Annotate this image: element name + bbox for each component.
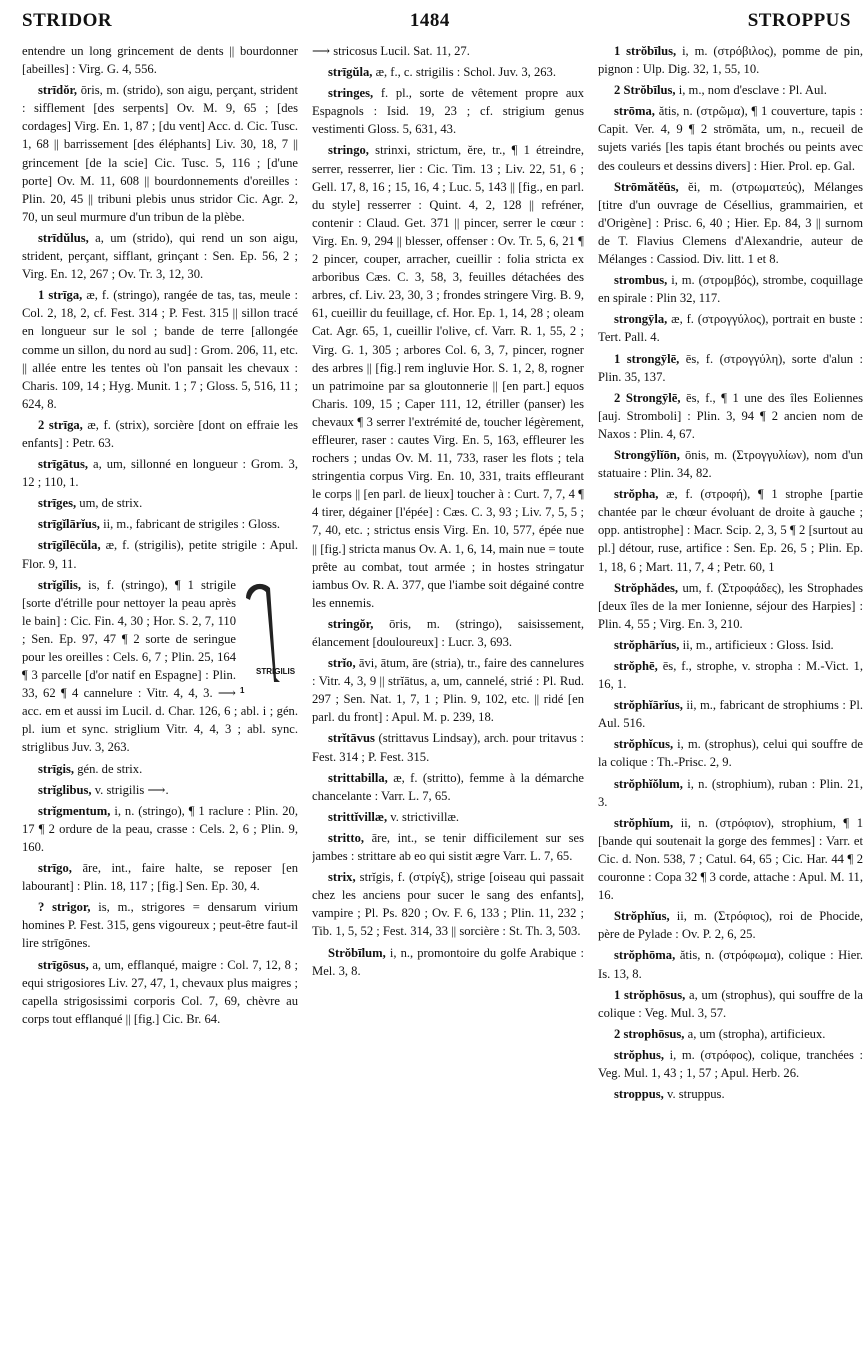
running-head-left: STRIDOR <box>22 10 113 31</box>
definition-text: a, um (stropha), artificieux. <box>687 1026 826 1041</box>
definition-text: i, n., promontoire du golfe Arabique : Mel. 3, 8. <box>312 945 584 978</box>
definition-text: ii, m., artificieux : Gloss. Isid. <box>682 637 834 652</box>
definition-text: æ, f. (stringo), rangée de tas, tas, meule : Col. 2, 18, 2, cf. Fest. 314 ; P. Fest. 315 || sillon tracé en longueur sur le sol ; bande de terre [allongée comme un sillon, du nord au sud] : Grom. 206, 11, etc. || allée entre les tentes où l'on pansait les chevaux : Charis. 109, 14 ; Hyg. Munit. 1 ; 7 ; Gloss. 5, 516, 11 ; 624, 8. <box>22 288 298 411</box>
definition-text: ēs, f., strophe, v. stropha : M.-Vict. 1, 16, 1. <box>598 659 863 692</box>
dictionary-entry <box>598 579 863 633</box>
strigilis-illustration <box>240 578 298 698</box>
definition-text: i, m., nom d'esclave : Pl. Aul. <box>678 83 827 98</box>
dictionary-entry <box>312 808 584 826</box>
dictionary-entry <box>598 735 863 771</box>
dictionary-entry <box>22 494 298 512</box>
dictionary-entry <box>598 446 863 482</box>
headword: 2 Strŏbīlus, <box>614 83 676 98</box>
headword: strĭgĭlis, <box>38 577 82 592</box>
dictionary-entry <box>22 781 298 799</box>
definition-text: ēs, f., ¶ 1 une des îles Eoliennes [auj. Stromboli] : Plin. 3, 94 ¶ 2 ancien nom de Naxos : Plin. 4, 67. <box>598 390 863 441</box>
definition-text: ōris, m. (strido), son aigu, perçant, strident : sifflement [des serpents] Ov. M. 9, 65 ; [des cordages] Virg. En. 1, 87 ; [du vent] Acc. d. Cic. Tusc. 1, 68 || barrissement [des éléphants] Liv. 30, 18, 7 || grincement [de la scie] Cic. Tusc. 5, 116 ; [d'une porte] Ov. M. 11, 608 || bourdonnements d'oreilles : Plin. 20, 45 || tribuni plebis unus stridor Cic. Agr. 2, 70, un seul murmure d'un tribun de la plèbe. <box>22 83 298 224</box>
figure-caption: STRIGILIS 1 <box>240 667 296 695</box>
definition-text: æ, f. (stritto), femme à la démarche chancelante : Varr. L. 7, 65. <box>312 770 584 803</box>
headword: strittabilla, <box>328 770 388 785</box>
headword: strittĭvillæ, <box>328 809 388 824</box>
dictionary-entry <box>598 389 863 443</box>
headword: stroppus, <box>614 1087 664 1102</box>
definition-text: a, um (strophus), qui souffre de la colique : Veg. Mul. 3, 57. <box>598 987 863 1020</box>
dictionary-entry <box>598 907 863 943</box>
headword: Strōmătĕūs, <box>614 179 679 194</box>
headword: 2 strīga, <box>38 417 83 432</box>
headword: stringo, <box>328 143 369 158</box>
definition-text: āvi, ātum, āre (stria), tr., faire des cannelures : Vitr. 4, 3, 9 || strĭātus, a, um, cannelé, strié : Pl. Rud. 297 ; Sen. Nat. 1, 7, 1 ; Plin. 9, 102, etc. || ridé [en parl. du front] : Apul. M. p. 239, 18. <box>312 656 584 725</box>
headword: strŏphĭum, <box>614 815 674 830</box>
dictionary-entry <box>22 42 298 78</box>
headword: strŏphārĭus, <box>614 637 680 652</box>
headword: stritto, <box>328 830 365 845</box>
definition-text: ii, n. (στρόφιον), strophium, ¶ 1 [bande qui soutenait la gorge des femmes] : Varr. et Cic. d. Non. 538, 7 ; Catul. 64, 65 ; Cic. Har. 44 ¶ 2 couronne : Copa 32 ¶ 3 corde, attache : Apul. M. 11, 16. <box>598 815 863 903</box>
dictionary-entry <box>598 657 863 693</box>
dictionary-entry <box>22 898 298 952</box>
dictionary-entry <box>312 63 584 81</box>
headword: strŏphĭŏlum, <box>614 776 683 791</box>
definition-text: æ, f. (strix), sorcière [dont on effraie les enfants] : Petr. 63. <box>22 417 298 450</box>
headword: strŏphĭārĭus, <box>614 698 683 713</box>
headword: stringes, <box>328 86 374 101</box>
definition-text: ii, m., fabricant de strigiles : Gloss. <box>103 517 281 532</box>
headword: 1 strongȳlē, <box>614 351 680 366</box>
headword: strŏphē, <box>614 659 658 673</box>
definition-text: ōris, m. (stringo), saisissement, élancement [douloureux] : Lucr. 3, 693. <box>312 616 584 649</box>
definition-text: v. strigilis ⟶. <box>94 782 169 797</box>
dictionary-entry <box>312 42 584 60</box>
definition-text: ⟶ stricosus Lucil. Sat. 11, 27. <box>312 44 470 58</box>
headword: Strongȳlĭōn, <box>614 447 680 462</box>
headword: strombus, <box>614 273 668 288</box>
definition-text: gén. de strix. <box>77 761 143 776</box>
headword: strīgis, <box>38 761 75 776</box>
dictionary-entry <box>598 81 863 99</box>
definition-text: i, n. (strophium), ruban : Plin. 21, 3. <box>598 776 863 809</box>
definition-text: v. strictivillæ. <box>390 809 460 824</box>
dictionary-entry <box>598 986 863 1022</box>
definition-text: æ, f. (στρογγύλος), portrait en buste : Tert. Pall. 4. <box>598 312 863 345</box>
headword: strōma, <box>614 104 655 119</box>
definition-text: āre, int., se tenir difficilement sur ses jambes : strittare ab eo qui sistit ægre Varr. L. 7, 65. <box>312 830 584 864</box>
definition-text: v. struppus. <box>666 1087 725 1102</box>
dictionary-entry <box>312 769 584 805</box>
definition-text: i, m. (strophus), celui qui souffre de la colique : Th.-Prisc. 2, 9. <box>598 737 863 770</box>
dictionary-entry <box>598 178 863 268</box>
definition-text: (strittavus Lindsay), arch. pour tritavus : Fest. 314 ; P. Fest. 315. <box>312 731 584 764</box>
headword: strīdŭlus, <box>38 230 89 245</box>
dictionary-entry <box>312 944 584 980</box>
definition-text: um, de strix. <box>79 496 143 511</box>
column-right <box>598 42 863 1348</box>
column-left <box>22 42 298 1348</box>
headword: strongȳla, <box>614 312 668 327</box>
definition-text: f. pl., sorte de vêtement propre aux Espagnols : Isid. 19, 23 ; cf. strigium genus vestimenti Gloss. 5, 631, 43. <box>312 86 584 137</box>
definition-text: ēs, f. (στρογγύλη), sorte d'alun : Plin. 35, 137. <box>598 351 863 384</box>
dictionary-entry <box>598 1025 863 1043</box>
definition-text: ii, m., fabricant de strophiums : Pl. Aul. 516. <box>598 698 863 731</box>
headword: strīgĭlārĭus, <box>38 517 100 532</box>
dictionary-entry <box>312 729 584 765</box>
headword: Strŏphĭus, <box>614 909 670 924</box>
headword: strix, <box>328 870 356 885</box>
dictionary-entry <box>598 946 863 982</box>
definition-text: strinxi, strictum, ĕre, tr., ¶ 1 étreindre, serrer, resserrer, lier : Cic. Tim. 13 ; Liv. 22, 51, 6 ; Gell. 17, 8, 16 ; 15, 16, 4 ; Luc. 5, 143 || [fig., en parl. du style] resserrer : Quint. 4, 2, 128 || refréner, contenir : Claud. Get. 371 || pincer, serrer le cœur : Virg. En. 9, 294 || blesser, offenser : Ov. Tr. 5, 6, 21 ¶ 2 pincer, couper, arracher, cueillir : folia stricta ex arboribus Cæs. C. 3, 58, 3, feuilles détachées des arbres, cf. Liv. 23, 30, 3 ; frondes stringere Virg. B. 9, 61, cueillir du feuillage, cf. Hor. Ep. 1, 14, 28 ; oleam Cat. Agr. 65, 1, cueillir l'olive, cf. Varr. R. 1, 55, 2 ; Virg. G. 1, 305 ; arbores Col. 6, 3, 7, pincer, rogner des arbres || [fig.] rem ingluvie Hor. S. 1, 2, 8, rogner un patrimoine par sa gloutonnerie || [en part.] equos Charis. 109, 15 ; Caper 111, 12, étriller (panser) les chevaux ¶ 3 serrer l'extrémité de, toucher légèrement, effleurer, raser : cautes Virg. En. 5, 163, effleurer les rochers ; undas Ov. M. 11, 733, raser les flots ; tela stringentia corpus Virg. En. 10, 331, traits effleurant le corps || [en parl. de lieux] toucher à : Curt. 7, 7, 4 ¶ 4 tirer, dégainer [l'épée] : Cæs. C. 3, 93 ; Liv. 7, 5, 5 ; 7, 40, etc. ; strictus ensis Virg. En. 10, 577, épée nue || [fig.] stricta manus Ov. A. 1, 6, 14, main nue = toute prête au combat, tout armée ; in hostes stringatur iambus Ov. R. A. 377, que l'iambe soit dégainé contre les ennemis. <box>312 143 584 610</box>
headword: strīgĭlēcŭla, <box>38 538 101 553</box>
headword: 1 strīga, <box>38 288 83 303</box>
headword: strīdŏr, <box>38 83 78 98</box>
definition-text: ătis, n. (στρόφωμα), colique : Hier. Is. 13, 8. <box>598 948 863 981</box>
headword: 2 strophōsus, <box>614 1026 685 1041</box>
dictionary-entry <box>598 310 863 346</box>
dictionary-entry <box>598 775 863 811</box>
dictionary-entry <box>22 859 298 895</box>
headword: strĭglibus, <box>38 782 92 797</box>
dictionary-entry <box>598 696 863 732</box>
definition-text: i, n. (stringo), ¶ 1 raclure : Plin. 20, 17 ¶ 2 ordure de la peau, crasse : Cels. 2, 6 ; Plin. 9, 160. <box>22 803 298 854</box>
headword: strŏphus, <box>614 1047 665 1062</box>
dictionary-entry <box>312 84 584 138</box>
dictionary-entry <box>598 814 863 904</box>
definition-text: entendre un long grincement de dents || bourdonner [abeilles] : Virg. G. 4, 556. <box>22 44 298 77</box>
dictionary-entry <box>22 416 298 452</box>
headword: 2 Strongȳlē, <box>614 390 681 405</box>
headword: stringŏr, <box>328 616 374 631</box>
page-number: 1484 <box>409 10 450 31</box>
definition-text: a, um (strido), qui rend un son aigu, strident, perçant, sifflant, grinçant : Sen. Ep. 56, 2 ; Virg. En. 12, 267 ; Ov. Tr. 3, 12, 30. <box>22 230 298 282</box>
dictionary-columns <box>22 42 863 1348</box>
dictionary-entry <box>312 615 584 651</box>
definition-text: ōnis, m. (Στρογγυλίων), nom d'un statuaire : Plin. 34, 82. <box>598 447 863 481</box>
dictionary-entry <box>312 868 584 940</box>
definition-text: ătis, n. (στρῶμα), ¶ 1 couverture, tapis : Capit. Ver. 4, 9 ¶ 2 strōmăta, um, n., recueil de sujets variés [les tapis étant brochés ou peints avec des couleurs et dessins divers] : Hier. Prol. ep. Gal. <box>598 104 863 173</box>
dictionary-entry <box>312 141 584 611</box>
headword: strīgātus, <box>38 457 89 472</box>
dictionary-entry <box>22 229 298 283</box>
definition-text: ii, m. (Στρόφιος), roi de Phocide, père de Pylade : Ov. P. 2, 6, 25. <box>598 909 863 942</box>
dictionary-entry <box>312 829 584 865</box>
headword: strīges, <box>38 496 77 511</box>
headword: ? strigor, <box>38 900 91 915</box>
dictionary-entry <box>22 956 298 1028</box>
dictionary-entry <box>22 802 298 856</box>
running-head-right: STROPPUS <box>747 10 851 31</box>
definition-text: æ, f. (στροφή), ¶ 1 strophe [partie chantée par le chœur évoluant de droite à gauche ; opp. antistrophe] : Macr. Scip. 2, 3, 5 ¶ 2 [surtout au pl.] détour, ruse, artifice : Sen. Ep. 26, 5 ; Plin. Ep. 1, 18, 6 ; Mart. 11, 7, 4 ; Petr. 60, 1 <box>598 487 863 574</box>
dictionary-entry <box>22 760 298 778</box>
definition-text: ĕi, m. (στρωματεύς), Mélanges [titre d'un ouvrage de Césellius, grammairien, et d'Origène] : Prisc. 6, 40 ; Hier. Ep. 84, 3 || surnom de T. Flavius Clemens d'Alexandrie, auteur de Mélanges : Cassiod. Div. litt. 1 et 8. <box>598 179 863 267</box>
dictionary-entry <box>598 42 863 78</box>
headword: strīgŭla, <box>328 65 373 80</box>
definition-text: um, f. (Στροφάδες), les Strophades [deux îles de la mer Ionienne, séjour des Harpies] : Plin. 4, 55 ; Virg. En. 3, 210. <box>598 580 863 631</box>
headword: Strŏbīlum, <box>328 945 386 960</box>
definition-text: i, m. (στρόφος), colique, tranchées : Veg. Mul. 1, 43 ; 1, 57 ; Apul. Herb. 26. <box>598 1047 863 1080</box>
dictionary-entry <box>22 536 298 572</box>
dictionary-entry <box>22 286 298 413</box>
dictionary-entry <box>598 1085 863 1103</box>
definition-text: i, m. (στρομβός), strombe, coquillage en spirale : Plin 32, 117. <box>598 273 863 306</box>
dictionary-entry <box>598 350 863 386</box>
dictionary-entry <box>22 576 298 757</box>
definition-text: æ, f. (strigilis), petite strigile : Apul. Flor. 9, 11. <box>22 538 298 571</box>
definition-text: æ, f., c. strigilis : Schol. Juv. 3, 263. <box>375 65 556 80</box>
dictionary-entry <box>598 1046 863 1082</box>
headword: strĭo, <box>328 656 356 671</box>
dictionary-entry <box>312 654 584 726</box>
definition-text: a, um, sillonné en longueur : Grom. 3, 12 ; 110, 1. <box>22 457 298 490</box>
column-middle <box>312 42 584 1348</box>
definition-text: is, f. (stringo), ¶ 1 strigile [sorte d'étrille pour nettoyer la peau après le bain] : Cic. Fin. 4, 30 ; Hor. S. 2, 7, 110 ; Sen. Ep. 97, 47 ¶ 2 sorte de seringue pour les oreilles : Cels. 6, 7 ; Plin. 25, 164 ¶ 3 parcelle [d'or natif en Espagne] : Plin. 33, 62 ¶ 4 cannelure : Vitr. 4, 4, 3. ⟶ acc. em et aussi im Lucil. d. Char. 126, 6 ; abl. i ; gén. pl. ium et sync. striglium Vitr. 4, 4, 3 ; abl. sync. striglibus Juv. 3, 263. <box>22 577 298 755</box>
dictionary-entry <box>598 485 863 575</box>
headword: strĭgmentum, <box>38 803 111 818</box>
headword: strŏpha, <box>614 487 659 502</box>
headword: strīgōsus, <box>38 957 89 972</box>
dictionary-entry <box>598 271 863 307</box>
dictionary-entry <box>598 102 863 174</box>
dictionary-entry <box>22 515 298 533</box>
headword: strŏphōma, <box>614 948 676 963</box>
headword: strĭtāvus <box>328 731 375 746</box>
definition-text: a, um, efflanqué, maigre : Col. 7, 12, 8 ; equi strigosiores Liv. 27, 47, 1, chevaux plus maigres ; capella strigosissimi corporis Col. 7, 69, chèvre au corps tout efflanqué || [fig.] Cic. Br. 64. <box>22 957 298 1026</box>
headword: 1 strŏbīlus, <box>614 44 677 58</box>
dictionary-entry <box>22 455 298 491</box>
headword: Strŏphădes, <box>614 580 679 595</box>
definition-text: i, m. (στρόβιλος), pomme de pin, pignon : Ulp. Dig. 32, 1, 55, 10. <box>598 44 863 77</box>
page-header <box>22 6 851 36</box>
headword: strīgo, <box>38 861 72 876</box>
definition-text: strĭgis, f. (στρίγξ), strige [oiseau qui passait chez les anciens pour sucer le sang des enfants], vampire ; Pl. Ps. 820 ; Ov. F. 6, 133 ; Plin. 11, 232 ; Tib. 1, 5, 52 ; Fest. 314, 33 || sorcière : St. Th. 3, 503. <box>312 870 584 939</box>
headword: strŏphĭcus, <box>614 737 674 752</box>
definition-text: āre, int., faire halte, se reposer [en labourant] : Plin. 18, 117 ; [fig.] Sen. Ep. 30, 4. <box>22 861 298 894</box>
dictionary-entry <box>22 81 298 226</box>
headword: 1 strŏphōsus, <box>614 987 686 1002</box>
definition-text: is, m., strigores = densarum virium homines P. Fest. 315, gens vigoureux ; peut-être faut-il lire strīgōnes. <box>22 900 298 951</box>
dictionary-entry <box>598 636 863 654</box>
